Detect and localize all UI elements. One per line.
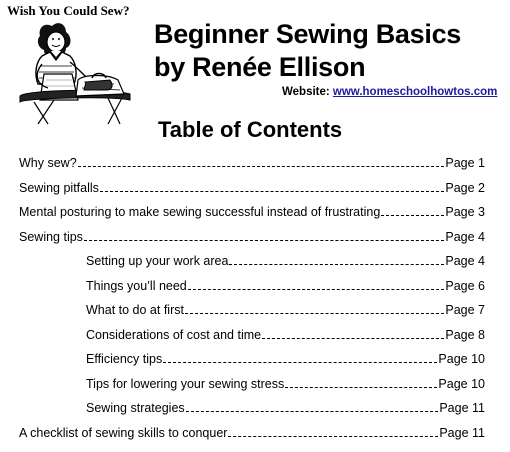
toc-entry-label: A checklist of sewing skills to conquer [19,425,228,440]
toc-entry[interactable] [86,325,485,345]
toc-entry-page: Page 11 [439,401,485,415]
toc-entry-label: Sewing strategies [86,401,185,415]
toc-entry-page: Page 7 [445,303,485,317]
toc-leader-line [186,398,439,412]
title-line-2: by Renée Ellison [154,52,366,82]
toc-entry[interactable] [86,276,485,296]
toc-leader-line [262,325,444,339]
toc-heading: Table of Contents [158,117,343,142]
toc-leader-line [228,423,438,437]
toc-entry[interactable] [19,227,485,247]
website-link[interactable]: www.homeschoolhowtos.com [332,86,498,98]
toc-entry-label: Sewing tips [19,229,83,244]
toc-entry-page: Page 10 [438,376,485,391]
toc-entry-label: Sewing pitfalls [19,180,99,195]
toc-entry-page: Page 2 [445,180,485,195]
title-line-1: Beginner Sewing Basics [154,19,461,49]
toc-leader-line [188,276,445,290]
toc-entry-page: Page 11 [439,425,485,440]
toc-entry[interactable] [86,300,485,320]
toc-entry-page: Page 3 [445,205,485,219]
toc-entry-label: Mental posturing to make sewing successful instead of frustrating [19,205,381,219]
toc-entry[interactable] [86,374,485,394]
toc-entry-page: Page 10 [438,352,485,366]
toc-entry[interactable] [86,349,485,369]
toc-leader-line [163,349,437,363]
toc-entry-label: Setting up your work area [86,254,229,268]
toc-leader-line [84,227,444,241]
toc-entry-page: Page 6 [445,278,485,293]
toc-entry[interactable] [86,251,485,271]
toc-entry-label: Efficiency tips [86,352,163,366]
toc-entry[interactable] [19,178,485,198]
toc-entry-label: Tips for lowering your sewing stress [86,376,285,391]
document-title [154,18,461,84]
woman-ironing-illustration [14,18,134,126]
toc-entry[interactable] [86,398,485,418]
toc-entry[interactable] [19,153,485,173]
toc-leader-line [381,202,444,216]
toc-entry-label: Things you’ll need [86,278,187,293]
toc-entry-page: Page 8 [445,327,485,342]
toc-leader-line [185,300,444,314]
toc-entry[interactable] [19,202,485,222]
toc-leader-line [78,153,445,167]
tagline: Wish You Could Sew? [7,3,130,18]
toc-entry-label: Considerations of cost and time [86,327,262,342]
toc-entry-page: Page 4 [445,254,485,268]
toc-leader-line [100,178,444,192]
toc-entry-page: Page 1 [445,156,485,170]
toc-entry-page: Page 4 [445,229,485,244]
website-label: Website: [282,86,330,98]
website-line [282,86,497,98]
toc-leader-line [229,251,444,265]
toc-leader-line [285,374,437,388]
toc-entry-label: What to do at first [86,303,184,317]
toc-entry[interactable] [19,423,485,443]
toc-entry-label: Why sew? [19,156,77,170]
